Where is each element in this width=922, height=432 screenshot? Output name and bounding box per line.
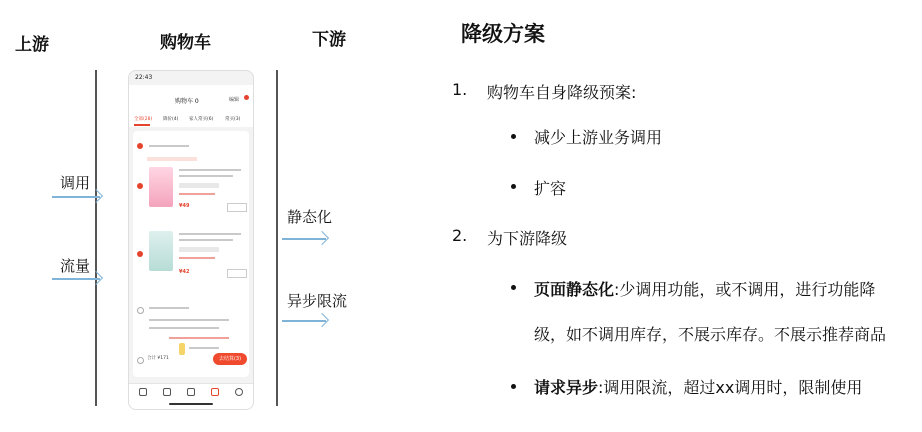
plan-item1: 购物车自身降级预案: xyxy=(487,83,637,102)
product-promo-line xyxy=(179,193,215,195)
promo-line xyxy=(147,157,197,161)
bullet-dot xyxy=(511,384,516,389)
phone-edit: 编辑 xyxy=(228,97,239,103)
divider-left xyxy=(95,70,97,406)
product-promo-line xyxy=(179,257,215,259)
label-static: 静态化 xyxy=(287,208,333,226)
plan-item2: 为下游降级 xyxy=(487,229,568,248)
status-time: 22:43 xyxy=(135,74,153,81)
plan-item2-bullet1 xyxy=(534,277,875,300)
label-call: 调用 xyxy=(60,174,91,192)
product-thumb-2 xyxy=(149,231,173,271)
plan-item2-bullet2 xyxy=(534,375,862,398)
cart-store-card-1 xyxy=(133,131,249,301)
category-icon xyxy=(163,388,171,396)
quantity-stepper xyxy=(227,203,247,212)
header-upstream: 上游 xyxy=(15,35,49,55)
profile-icon xyxy=(235,388,243,396)
store-check-icon xyxy=(137,143,143,149)
promo-line xyxy=(149,327,219,329)
select-all-check-icon xyxy=(137,357,144,364)
phone-tab-family: 家人常买(6) xyxy=(189,117,214,122)
phone-cart-title: 购物车 0 xyxy=(175,98,199,105)
cart-icon xyxy=(211,388,219,396)
arrow-async-limit xyxy=(282,320,326,322)
product-price-1: ¥49 xyxy=(179,203,190,209)
bullet-dot xyxy=(511,134,516,139)
bullet1-text: :少调用功能，或不调用，进行功能降 xyxy=(614,280,876,299)
product-title-line xyxy=(179,175,233,177)
plan-title: 降级方案 xyxy=(461,22,545,46)
phone-tab-price-drop: 降价(4) xyxy=(163,117,179,122)
header-cart: 购物车 xyxy=(160,33,211,53)
phone-home-indicator xyxy=(169,403,213,405)
bullet2-text: :调用限流，超过xx调用时，限制使用 xyxy=(598,378,863,397)
plan-item1-bullet2: 扩容 xyxy=(534,179,567,198)
product-title-line xyxy=(179,239,233,241)
store-name-line xyxy=(149,307,189,309)
home-icon xyxy=(139,388,147,396)
discover-icon xyxy=(187,388,195,396)
product-spec-line xyxy=(189,347,219,349)
product-spec-line xyxy=(179,183,219,188)
plan-item1-number: 1. xyxy=(452,80,468,99)
arrow-static xyxy=(282,238,326,240)
bullet2-keyword: 请求异步 xyxy=(534,378,599,397)
arrow-call xyxy=(52,196,100,198)
product-thumb-3 xyxy=(179,343,185,355)
phone-tabs xyxy=(129,113,253,127)
phone-tab-frequent: 常买(3) xyxy=(225,117,241,122)
notify-dot-icon xyxy=(244,95,249,100)
product-title-line xyxy=(179,233,241,235)
plan-item1-bullet1: 减少上游业务调用 xyxy=(534,128,663,147)
store-check-icon xyxy=(137,307,144,314)
item-check-icon xyxy=(137,251,143,257)
divider-right xyxy=(276,70,278,406)
plan-item2-bullet1-cont: 级，如不调用库存，不展示库存。不展示推荐商品 xyxy=(534,325,887,344)
product-title-line xyxy=(179,169,241,171)
phone-tab-underline xyxy=(134,124,150,126)
product-price-2: ¥42 xyxy=(179,269,190,275)
arrow-traffic xyxy=(52,278,100,280)
product-thumb-1 xyxy=(149,167,173,207)
cart-phone-screenshot xyxy=(128,70,254,410)
quantity-stepper xyxy=(227,269,247,278)
total-label: 合计 ¥171 xyxy=(147,356,169,361)
phone-tab-all: 全部(28) xyxy=(134,117,153,122)
plan-item2-number: 2. xyxy=(452,226,468,245)
label-traffic: 流量 xyxy=(60,257,91,275)
bullet1-keyword: 页面静态化 xyxy=(534,280,615,299)
phone-bottom-nav xyxy=(129,383,253,410)
promo-line xyxy=(149,319,229,321)
item-check-icon xyxy=(137,183,143,189)
product-spec-line xyxy=(179,247,219,252)
label-async-limit: 异步限流 xyxy=(287,292,348,310)
header-downstream: 下游 xyxy=(312,30,346,50)
product-promo-line xyxy=(169,337,229,339)
bullet-dot xyxy=(511,184,516,189)
store-name-line xyxy=(149,145,189,147)
settle-button: 去结算(3) xyxy=(213,353,247,365)
bullet-dot xyxy=(511,285,516,290)
